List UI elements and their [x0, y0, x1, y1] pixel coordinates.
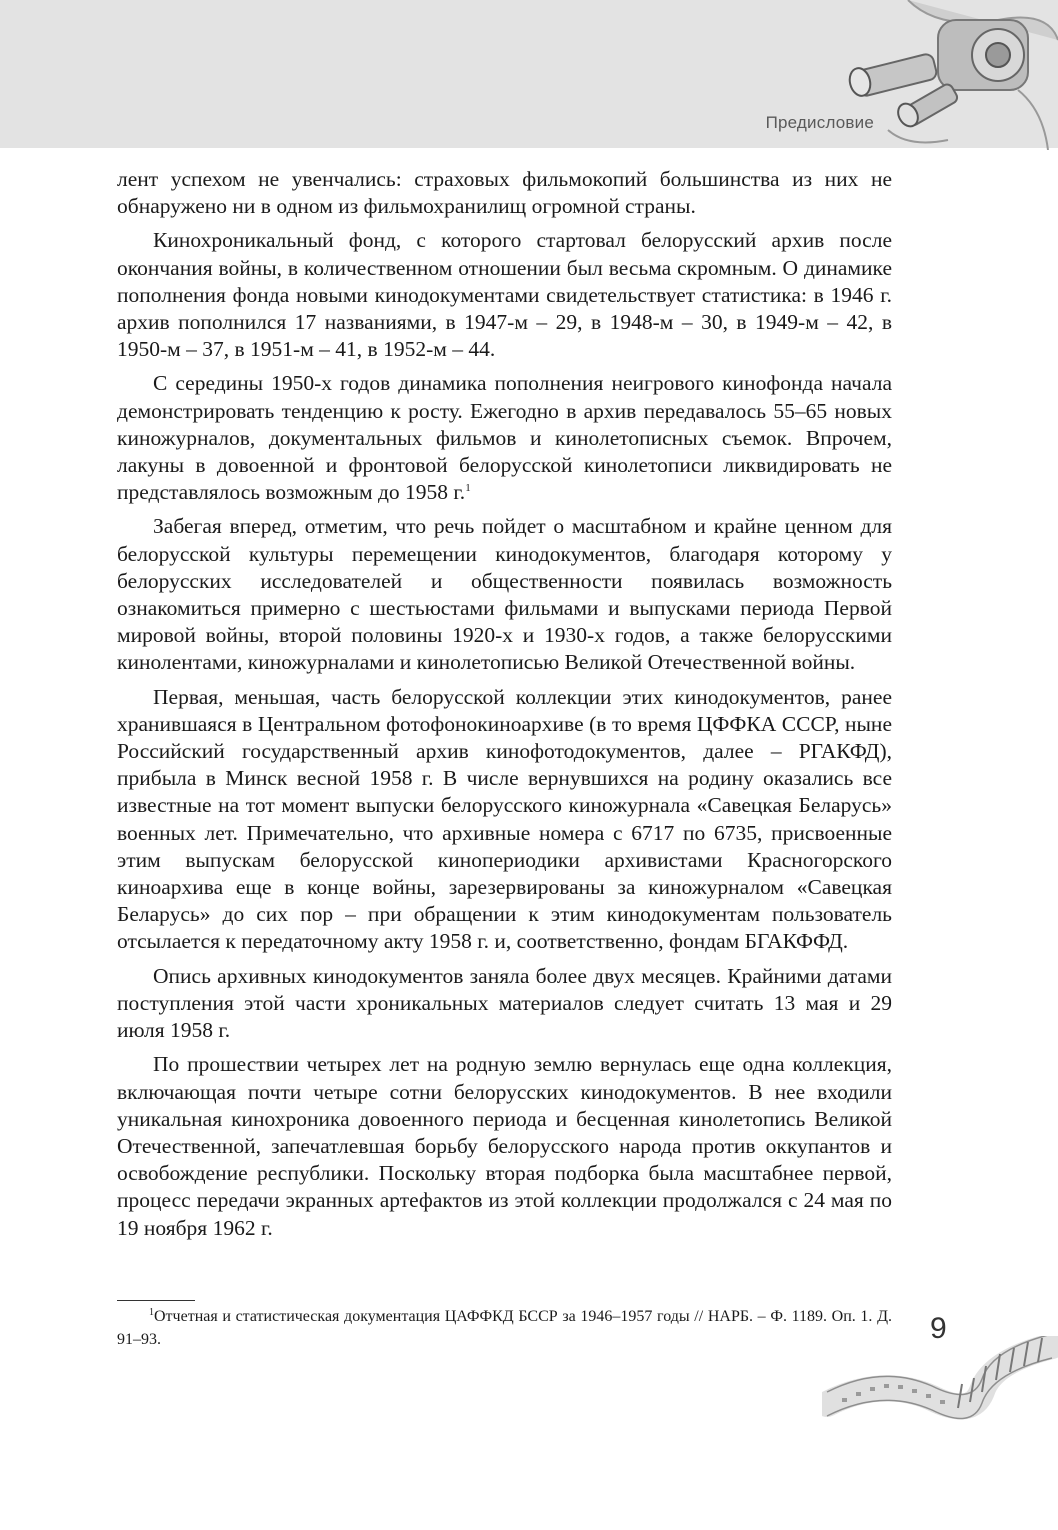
footnote [117, 1305, 892, 1351]
paragraph: Первая, меньшая, часть белорусской коллекции этих кинодокументов, ранее хранившаяся в Центральном фотофонокиноархиве (в то время ЦФФКА СССР, ныне Российский государственный архив кинофотодокументов, далее – РГАКФД), прибыла в Минск весной 1958 г. В числе вернувшихся на родину оказались все известные на тот момент выпуски белорусского киножурнала «Савецкая Беларусь» военных лет. Примечательно, что архивные номера с 6717 по 6735, присвоенные этим выпускам белорусской кинопериодики архивистами Красногорского киноархива еще в конце войны, зарезервированы за киножурналом «Савецкая Беларусь» до сих пор – при обращении к этим кинодокументам пользователь отсылается к передаточному акту 1958 г. и, соответственно, фондам БГАКФФД. [117, 684, 892, 954]
paragraph: Забегая вперед, отметим, что речь пойдет о масштабном и крайне ценном для белорусской культуры перемещении кинодокументов, благодаря которому у белорусских исследователей и общественности появилась возможность ознакомиться примерно с шестьюстами фильмами и выпусками периода Первой мировой войны, второй половины 1920-х и 1930-х годов, а также белорусскими кинолентами, киножурналами и кинолетописью Великой Отечественной войны. [117, 514, 892, 675]
paragraph: Опись архивных кинодокументов заняла более двух месяцев. Крайними датами поступления этой части хроникальных материалов следует считать 13 мая и 29 июля 1958 г. [117, 963, 892, 1043]
paragraph [117, 370, 892, 506]
footnote-reference[interactable]: 1 [465, 482, 471, 495]
paragraph: лент успехом не увенчались: страховых фильмокопий большинства из них не обнаружено ни в одном из фильмохранилищ огромной страны. [117, 167, 892, 219]
footnote-divider [117, 1300, 195, 1301]
footnote-mark: 1 [149, 1307, 154, 1318]
movie-camera-icon [848, 0, 1058, 150]
paragraph: Кинохроникальный фонд, с которого стартовал белорусский архив после окончания войны, в количественном отношении был весьма скромным. О динамике пополнения фонда новыми кинодокументами свидетельствует статистика: в 1946 г. архив пополнился 17 названиями, в 1947-м – 29, в 1948-м – 30, в 1949-м – 42, в 1950-м – 37, в 1951-м – 41, в 1952-м – 44. [117, 228, 892, 362]
footnote-text: Отчетная и статистическая документация ЦАФФКД БССР за 1946–1957 годы // НАРБ. – Ф. 1189. Оп. 1. Д. 91–93. [117, 1308, 892, 1348]
film-strip-icon [822, 1336, 1058, 1436]
paragraph-text: С середины 1950-х годов динамика пополнения неигрового кинофонда начала демонстрировать тенденцию к росту. Ежегодно в архив передавалось 55–65 новых киножурналов, документальных фильмов и кинолетописных съемок. Впрочем, лакуны в довоенной и фронтовой белорусской кинолетописи ликвидировать не представлялось возможным до 1958 г. [117, 371, 892, 505]
body-text [117, 166, 892, 1249]
running-head-title: Предисловие [765, 113, 874, 132]
paragraph: По прошествии четырех лет на родную землю вернулась еще одна коллекция, включающая почти четыре сотни белорусских кинодокументов. В нее входили уникальная кинохроника довоенного периода и бесценная кинолетопись Великой Отечественной, запечатлевшая борьбу белорусского народа против оккупантов и освобождение республики. Поскольку вторая подборка была масштабнее первой, процесс передачи экранных артефактов из этой коллекции продолжался с 24 мая по 19 ноября 1962 г. [117, 1052, 892, 1240]
page-number: 9 [930, 1312, 947, 1345]
